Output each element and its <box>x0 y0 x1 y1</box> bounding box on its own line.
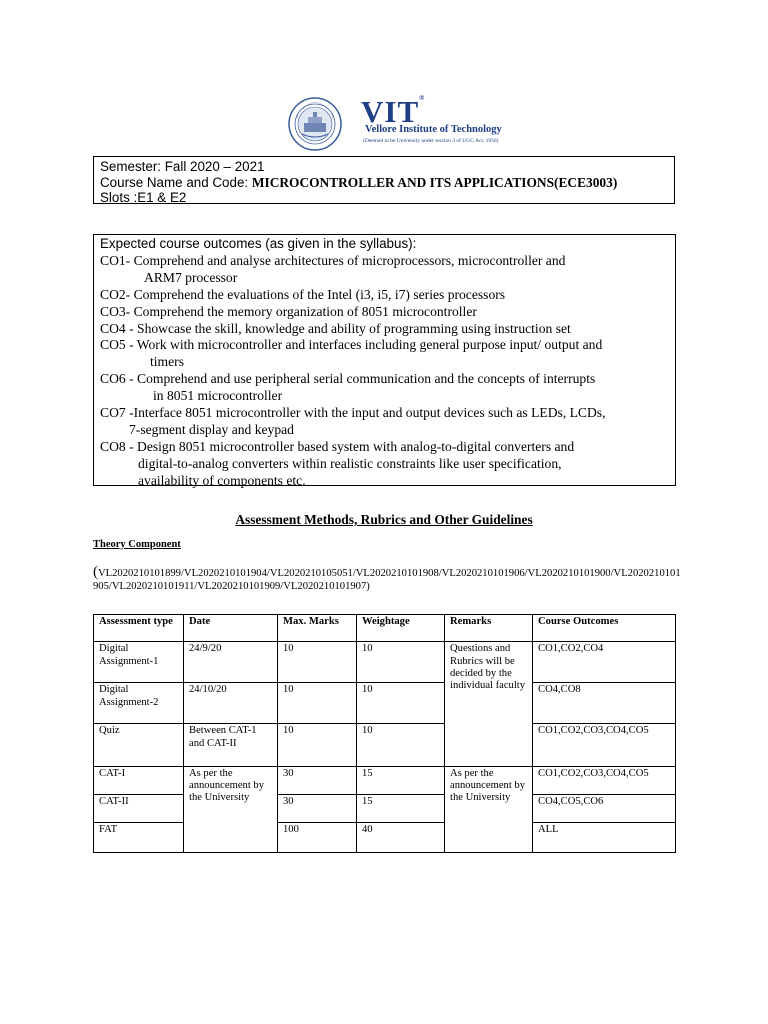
outcome-line: CO5 - Work with microcontroller and interfaces including general purpose input/ output and <box>100 337 603 353</box>
cell-outcomes: CO1,CO2,CO3,CO4,CO5 <box>533 724 676 766</box>
table-row <box>94 724 676 766</box>
header-remarks: Remarks <box>445 615 533 642</box>
outcome-line: CO2- Comprehend the evaluations of the Intel (i3, i5, i7) series processors <box>100 286 506 302</box>
cell-weight: 15 <box>357 766 445 794</box>
vit-logo <box>287 94 502 152</box>
logo-wordmark: VIT® <box>361 94 426 129</box>
header-date: Date <box>184 615 278 642</box>
cell-max: 30 <box>278 766 357 794</box>
slots-line: Slots :E1 & E2 <box>100 190 187 205</box>
cell-date-university: As per the announcement by the University <box>184 766 278 852</box>
course-name-line: Course Name and Code: MICROCONTROLLER AND ITS APPLICATIONS(ECE3003) <box>100 174 618 190</box>
cell-outcomes: CO1,CO2,CO4 <box>533 642 676 683</box>
cell-remarks-faculty: Questions and Rubrics will be decided by the individual faculty <box>445 642 533 767</box>
cell-max: 10 <box>278 642 357 683</box>
cell-weight: 15 <box>357 794 445 822</box>
table-row <box>94 642 676 683</box>
cell-outcomes: ALL <box>533 822 676 852</box>
outcome-line-cont: availability of components etc. <box>138 472 306 488</box>
theory-component-heading: Theory Component <box>93 539 181 550</box>
cell-outcomes: CO4,CO5,CO6 <box>533 794 676 822</box>
logo-institute-name: Vellore Institute of Technology <box>365 124 502 135</box>
table-row <box>94 683 676 724</box>
cell-date: 24/9/20 <box>184 642 278 683</box>
outcome-line-cont: timers <box>150 354 184 370</box>
cell-outcomes: CO1,CO2,CO3,CO4,CO5 <box>533 766 676 794</box>
cell-remarks-university: As per the announcement by the University <box>445 766 533 852</box>
course-info-box <box>93 156 675 204</box>
assessment-table <box>93 614 676 853</box>
semester-line: Semester: Fall 2020 – 2021 <box>100 159 265 174</box>
outcome-line-cont: ARM7 processor <box>144 269 238 285</box>
cell-weight: 10 <box>357 724 445 766</box>
outcomes-title: Expected course outcomes (as given in the syllabus): <box>100 236 417 251</box>
outcome-line: CO7 -Interface 8051 microcontroller with the input and output devices such as LEDs, LCDs, <box>100 405 606 421</box>
cell-type: CAT-I <box>94 766 184 794</box>
outcome-line: CO3- Comprehend the memory organization of 8051 microcontroller <box>100 303 477 319</box>
outcome-line-cont: in 8051 microcontroller <box>153 388 283 404</box>
university-seal-icon <box>287 96 343 152</box>
cell-weight: 10 <box>357 642 445 683</box>
slot-list: (VL2020210101899/VL2020210101904/VL2020210105051/VL2020210101908/VL2020210101906/VL2020210101900/VL2020210101905/VL2020210101911/VL2020210101909/VL2020210101907) <box>93 564 681 592</box>
cell-type: CAT-II <box>94 794 184 822</box>
cell-weight: 40 <box>357 822 445 852</box>
outcome-line: CO8 - Design 8051 microcontroller based system with analog-to-digital converters and <box>100 438 575 454</box>
table-header-row <box>94 615 676 642</box>
outcome-line: CO1- Comprehend and analyse architectures of microprocessors, microcontroller and <box>100 252 566 268</box>
course-outcomes-box <box>93 234 676 486</box>
header-course-outcomes: Course Outcomes <box>533 615 676 642</box>
cell-type: Digital Assignment-2 <box>94 683 184 724</box>
cell-max: 100 <box>278 822 357 852</box>
outcome-line-cont: digital-to-analog converters within realistic constraints like user specification, <box>138 455 562 471</box>
assessment-heading: Assessment Methods, Rubrics and Other Guidelines <box>235 512 533 527</box>
cell-weight: 10 <box>357 683 445 724</box>
outcome-line-cont: 7-segment display and keypad <box>129 421 294 437</box>
cell-max: 30 <box>278 794 357 822</box>
logo-subtitle: (Deemed to be University under section 3 of UGC Act, 1956) <box>363 138 499 144</box>
outcome-line: CO4 - Showcase the skill, knowledge and ability of programming using instruction set <box>100 320 571 336</box>
cell-outcomes: CO4,CO8 <box>533 683 676 724</box>
outcome-line: CO6 - Comprehend and use peripheral serial communication and the concepts of interrupts <box>100 371 596 387</box>
course-name-value: MICROCONTROLLER AND ITS APPLICATIONS(ECE3003) <box>251 174 618 190</box>
header-weightage: Weightage <box>357 615 445 642</box>
header-max-marks: Max. Marks <box>278 615 357 642</box>
table-row <box>94 794 676 822</box>
cell-date: 24/10/20 <box>184 683 278 724</box>
cell-type: Digital Assignment-1 <box>94 642 184 683</box>
table-row <box>94 766 676 794</box>
cell-type: Quiz <box>94 724 184 766</box>
cell-max: 10 <box>278 724 357 766</box>
cell-date: Between CAT-1 and CAT-II <box>184 724 278 766</box>
cell-type: FAT <box>94 822 184 852</box>
table-row <box>94 822 676 852</box>
cell-max: 10 <box>278 683 357 724</box>
header-assessment-type: Assessment type <box>94 615 184 642</box>
